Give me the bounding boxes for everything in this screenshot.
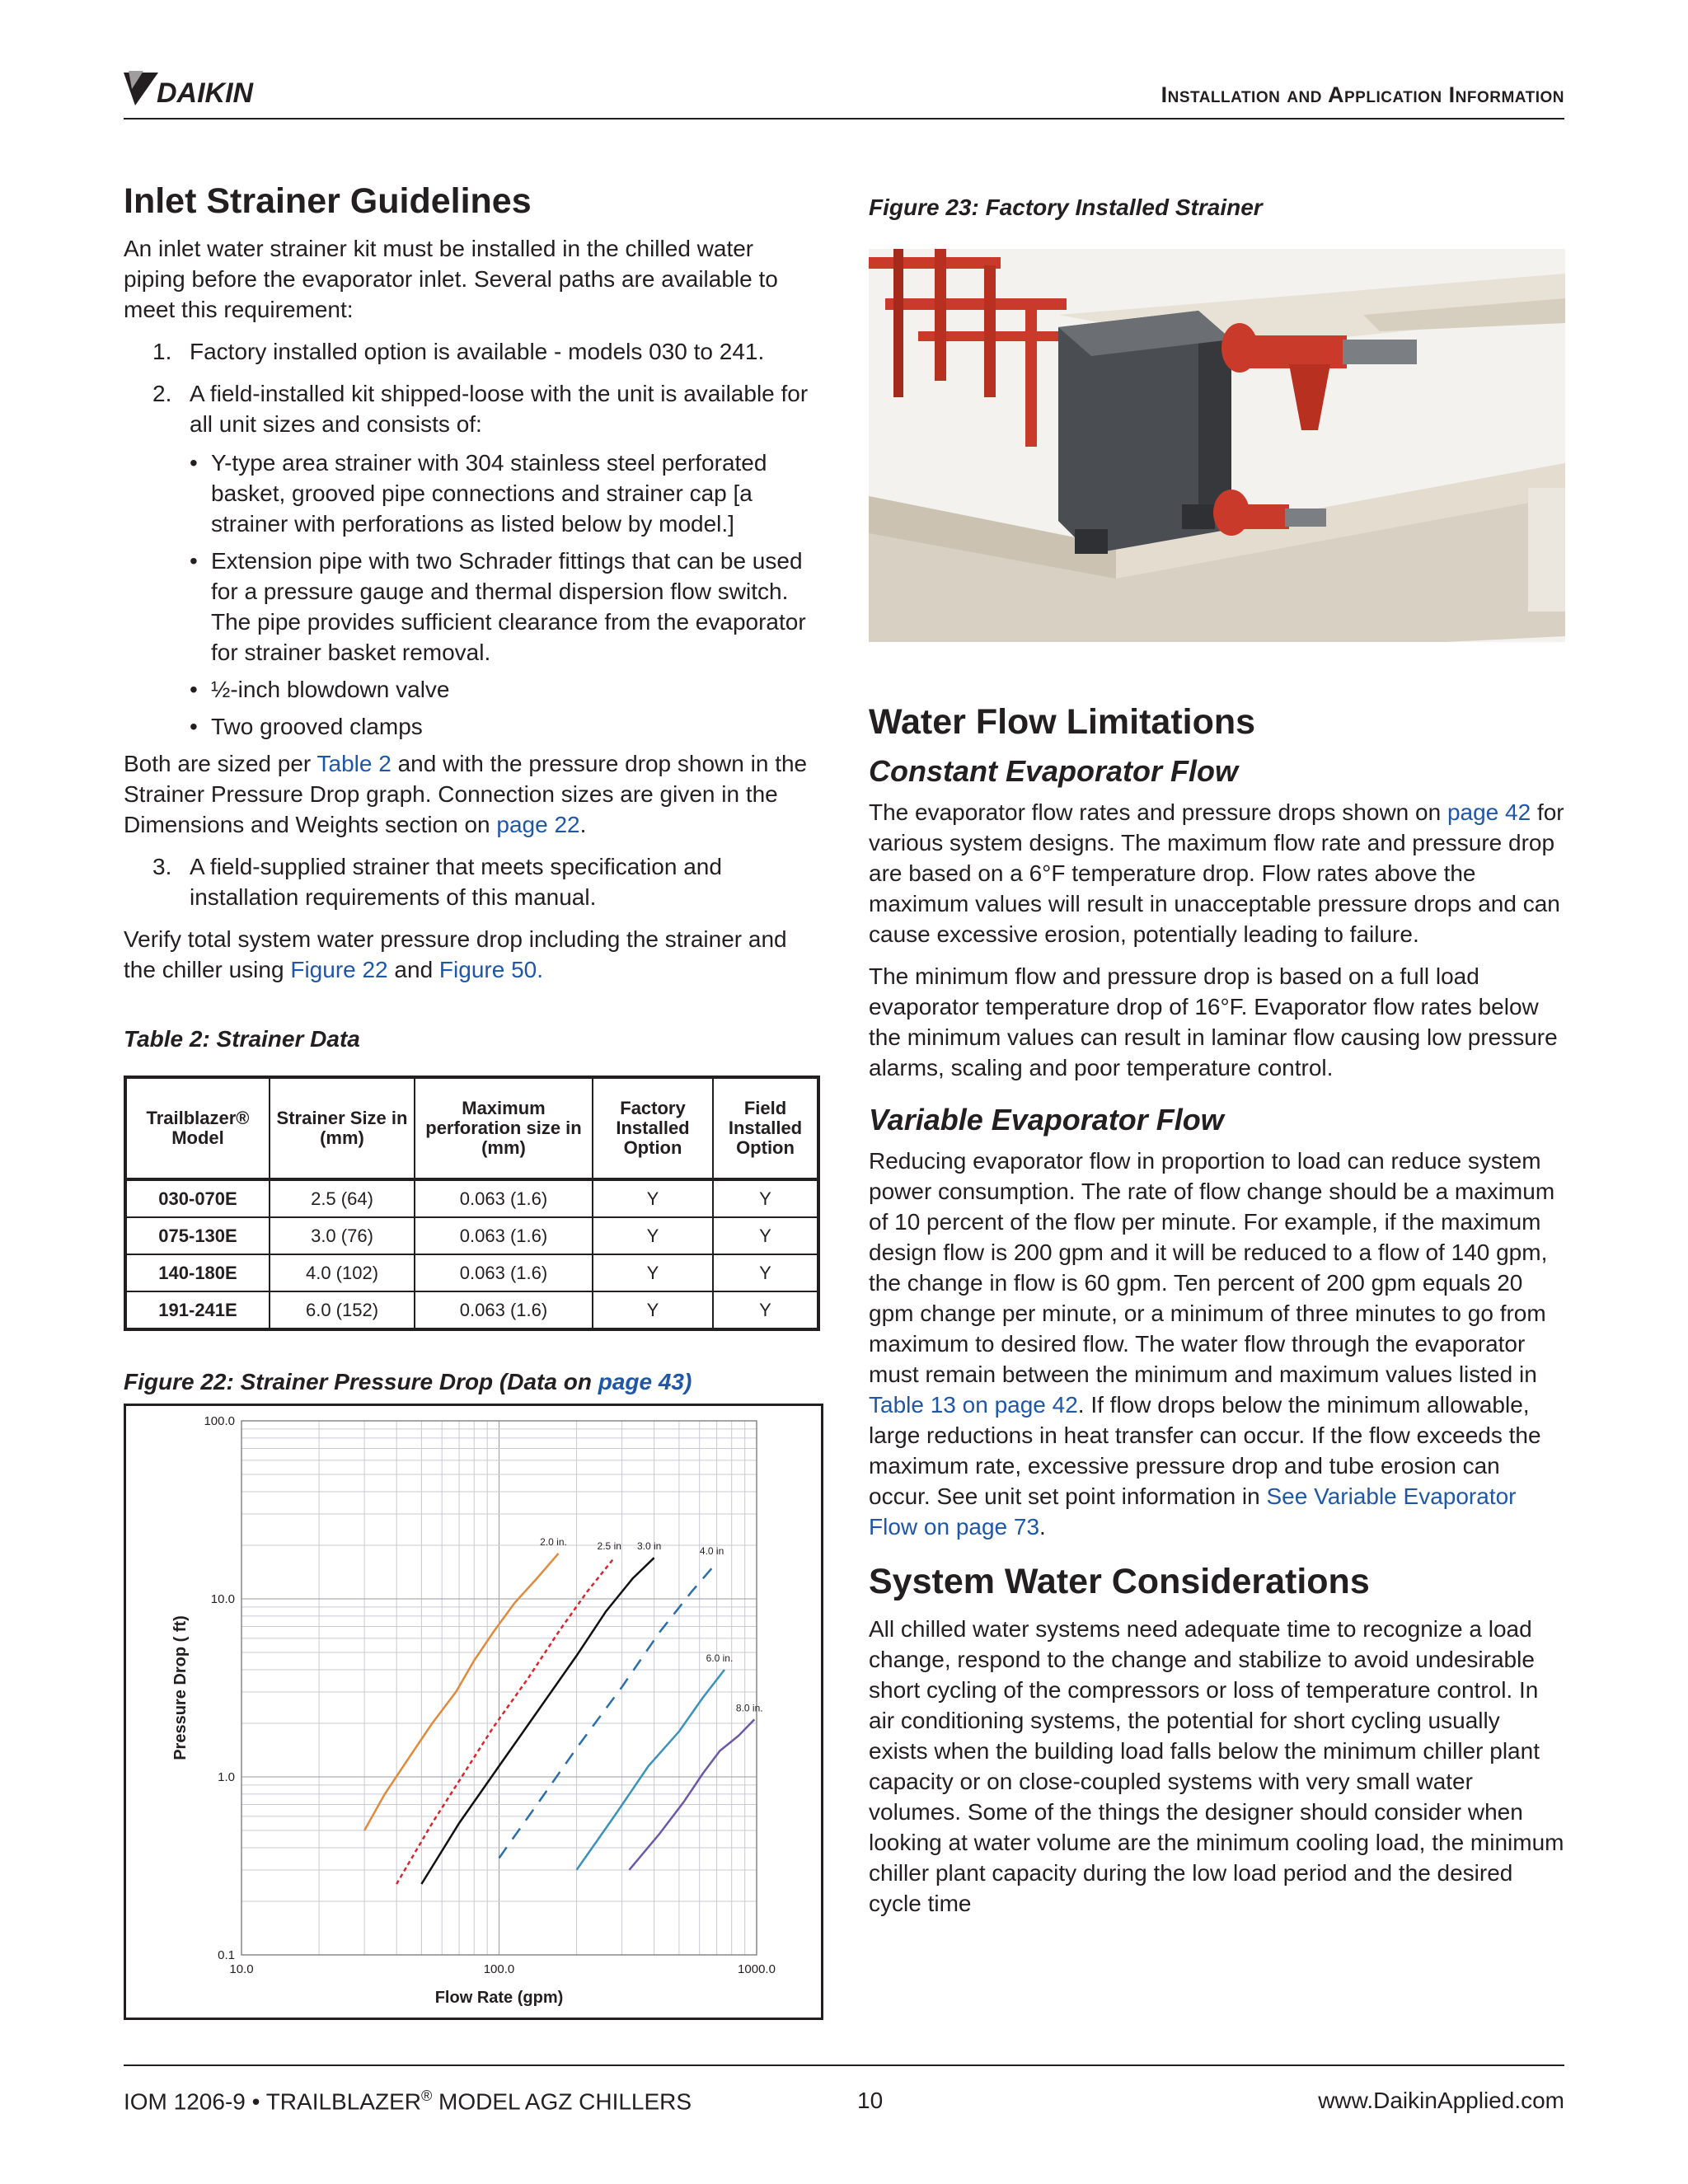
table-2-link[interactable]: Table 2 [316,751,392,776]
col-header: Trailblazer® Model [125,1077,270,1179]
table-cell: 0.063 (1.6) [415,1217,593,1254]
list-item [124,378,820,742]
constant-flow-p2: The minimum flow and pressure drop is based on a full load evaporator temperature drop of 16°F. Evaporator flow rates below the minimum values can result in laminar flow causing low pressure alarms, scaling and poor temperature control. [869,963,1558,1080]
inlet-intro: An inlet water strainer kit must be installed in the chilled water piping before the evaporator inlet. Several paths are available to meet this requirement: [124,236,778,322]
series-label: 2.5 in [597,1540,621,1553]
table-cell: 2.5 (64) [270,1179,415,1217]
strainer-options-list-cont [124,851,820,912]
col-header: Strainer Size in (mm) [270,1077,415,1179]
verify-paragraph: Verify total system water pressure drop including the strainer and the chiller using Figure 22 and Figure 50. [124,926,787,982]
variable-flow-page-73-link[interactable]: See Variable Evaporator Flow on page 73 [869,1483,1517,1540]
variable-flow-paragraph: Reducing evaporator flow in proportion to load can reduce system power consumption. The rate of flow change should be a maximum of 10 percent of the flow per minute. For example, if the maximum design flow is 200 gpm and it will be reduced to a flow of 140 gpm, the change in flow is 60 gpm. Ten percent of 200 gpm equals 20 gpm change per minute, or a minimum of three minutes to go from maximum to desired flow. The water flow through the evaporator must remain between the minimum and maximum values listed in Table 13 on page 42. If flow drops below the minimum allowable, large reductions in heat transfer can occur. If the flow exceeds the maximum rate, excessive pressure drop and tube erosion can occur. See unit set point information in See Variable Evaporator Flow on page 73. [869,1148,1555,1540]
pressure-drop-chart [124,1404,823,2020]
water-flow-heading: Water Flow Limitations [869,702,1256,742]
table-caption: Table 2: Strainer Data [124,1026,360,1052]
series-line [577,1670,724,1870]
strainer-data-table [124,1076,820,1331]
page-42-link[interactable]: page 42 [1447,799,1531,825]
inlet-strainer-heading: Inlet Strainer Guidelines [124,181,532,221]
table-13-link[interactable]: Table 13 on page 42 [869,1392,1078,1418]
header-divider [124,118,1564,120]
table-cell: Y [713,1254,818,1291]
variable-flow-heading: Variable Evaporator Flow [869,1103,1224,1137]
system-water-heading: System Water Considerations [869,1562,1370,1601]
constant-flow-heading: Constant Evaporator Flow [869,754,1239,788]
list-item [124,336,820,367]
x-tick-label: 100.0 [483,1962,515,1976]
table-row [125,1179,818,1217]
daikin-logo [124,71,297,112]
model-cell: 030-070E [125,1179,270,1217]
table-cell: Y [593,1179,713,1217]
table-cell: 4.0 (102) [270,1254,415,1291]
table-cell: 3.0 (76) [270,1217,415,1254]
table-row [125,1254,818,1291]
system-water-paragraph: All chilled water systems need adequate time to recognize a load change, respond to the change and stabilize to avoid undesirable short cycling of the compressors or loss of temperature control. In air conditioning systems, the potential for short cycling usually exists when the building load falls below the minimum chiller plant capacity or on close-coupled systems with very small water volumes. Some of the things the designer should consider when looking at water volume are the minimum cooling load, the minimum chiller plant capacity during the low load period and the desired cycle time [869,1616,1564,1916]
list-number: 2. [152,381,172,406]
page-43-link[interactable]: page 43) [598,1369,692,1394]
bullet-item: • Two grooved clamps [190,711,820,742]
logo-text: DAIKIN [157,77,254,109]
table-cell: 6.0 (152) [270,1291,415,1329]
table-cell: Y [593,1217,713,1254]
y-tick-label: 100.0 [204,1414,235,1428]
logo-mark-icon [124,73,158,105]
x-tick-label: 10.0 [229,1962,254,1976]
chart-svg [126,1406,821,2018]
y-axis-label: Pressure Drop ( ft) [171,1615,190,1760]
footer-doc-title: IOM 1206-9 • TRAILBLAZER® MODEL AGZ CHILLERS [124,2088,692,2115]
left-column [124,181,820,2020]
x-axis-label: Flow Rate (gpm) [434,1989,564,2007]
list-item-text: A field-installed kit shipped-loose with the unit is available for all unit sizes and consists of: [190,381,809,437]
table-cell: Y [713,1217,818,1254]
table-cell: 0.063 (1.6) [415,1291,593,1329]
right-column [869,194,1565,1930]
figure-22-caption: Figure 22: Strainer Pressure Drop (Data on page 43) [124,1369,692,1394]
figure-22-link[interactable]: Figure 22 [290,957,388,982]
kit-contents-list [190,448,820,742]
col-header: Field Installed Option [713,1077,818,1179]
table-cell: Y [713,1291,818,1329]
list-item-text: A field-supplied strainer that meets specification and installation requirements of this manual. [190,854,722,910]
figure-50-link[interactable]: Figure 50. [438,957,543,982]
list-item-text: Factory installed option is available - models 030 to 241. [190,339,765,364]
page-number: 10 [857,2088,884,2113]
y-tick-label: 1.0 [218,1770,235,1784]
table-cell: 0.063 (1.6) [415,1254,593,1291]
col-header: Factory Installed Option [593,1077,713,1179]
table-cell: 0.063 (1.6) [415,1179,593,1217]
bullet-item: • Y-type area strainer with 304 stainless steel perforated basket, grooved pipe connections and strainer cap [a strainer with perforations as listed below by model.] [190,448,820,539]
sizing-paragraph: Both are sized per Table 2 and with the pressure drop shown in the Strainer Pressure Drop graph. Connection sizes are given in the Dimensions and Weights section on page 22. [124,751,808,837]
strainer-options-list [124,336,820,742]
constant-flow-p1: The evaporator flow rates and pressure drops shown on page 42 for various system designs. The maximum flow rate and pressure drop are based on a 6°F temperature drop. Flow rates above the maximum values will result in unacceptable pressure drops and can cause excessive erosion, potentially leading to failure. [869,799,1564,947]
bullet-item: • Extension pipe with two Schrader fittings that can be used for a pressure gauge and thermal dispersion flow switch. The pipe provides sufficient clearance from the evaporator for strainer basket removal. [190,546,820,668]
table-header-row [125,1077,818,1179]
y-tick-label: 10.0 [210,1592,235,1606]
series-label: 3.0 in [636,1540,662,1553]
table-row [125,1291,818,1329]
model-cell: 191-241E [125,1291,270,1329]
bullet-item: • ½-inch blowdown valve [190,674,820,705]
table-cell: Y [593,1254,713,1291]
section-title: Installation and Application Information [1160,82,1564,107]
table-row [125,1217,818,1254]
footer-divider [124,2064,1564,2066]
footer-url[interactable]: www.DaikinApplied.com [1318,2088,1564,2113]
model-cell: 075-130E [125,1217,270,1254]
table-cell: Y [713,1179,818,1217]
table-cell: Y [593,1291,713,1329]
factory-strainer-image [869,249,1565,642]
series-label: 4.0 in [699,1544,724,1557]
figure-23-caption: Figure 23: Factory Installed Strainer [869,194,1263,220]
series-label: 6.0 in. [706,1652,734,1664]
page-22-link[interactable]: page 22 [496,812,580,837]
list-number: 3. [152,854,172,879]
list-number: 1. [152,339,172,364]
y-tick-label: 0.1 [218,1948,235,1962]
model-cell: 140-180E [125,1254,270,1291]
series-label: 2.0 in. [540,1535,567,1548]
col-header: Maximum perforation size in (mm) [415,1077,593,1179]
series-label: 8.0 in. [735,1702,763,1714]
list-item [124,851,820,912]
x-tick-label: 1000.0 [738,1962,776,1976]
